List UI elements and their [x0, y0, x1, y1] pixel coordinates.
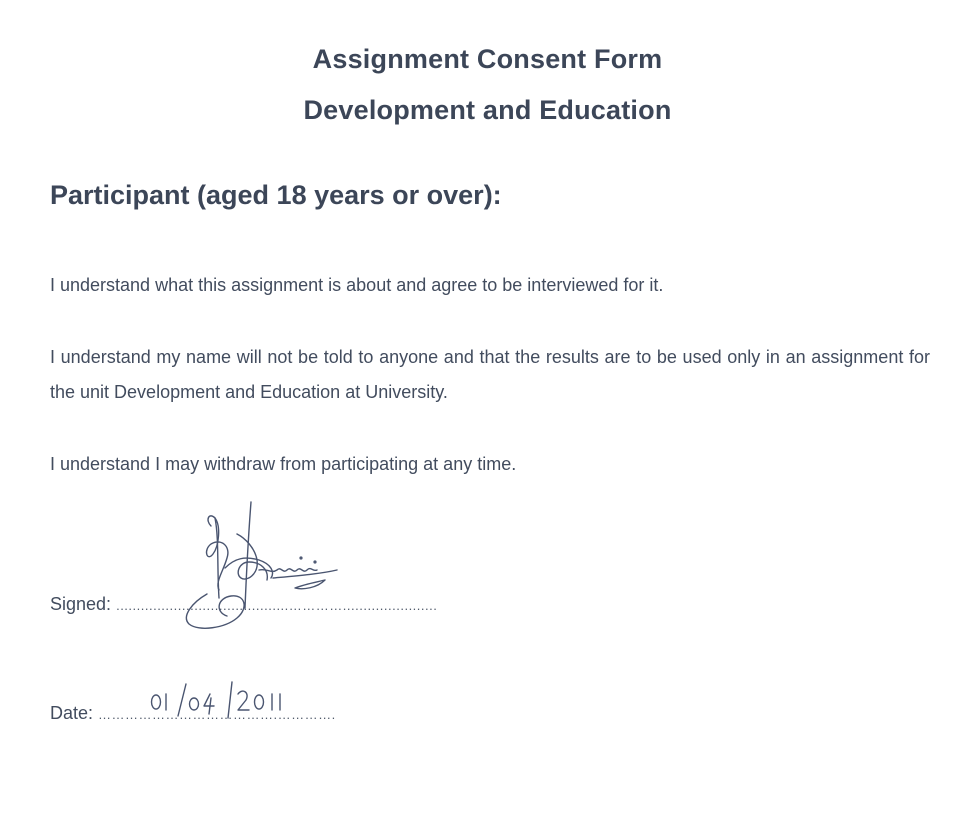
signed-dotted-line: ..........................................…………....................... — [116, 598, 438, 613]
handwritten-date — [148, 680, 298, 720]
date-dotted-line: ………………………………….…………. — [98, 707, 336, 722]
consent-paragraph-2: I understand my name will not be told to anyone and that the results are to be used only in an assignment for the unit Development and Education at University. — [50, 347, 930, 402]
signed-label: Signed: — [50, 594, 112, 614]
date-label: Date: — [50, 703, 94, 723]
form-title: Assignment Consent Form — [312, 44, 663, 74]
section-heading: Participant (aged 18 years or over): — [50, 180, 502, 210]
consent-paragraph-3: I understand I may withdraw from participating at any time. — [50, 454, 517, 474]
form-subtitle: Development and Education — [303, 95, 672, 125]
consent-paragraph-1: I understand what this assignment is about and agree to be interviewed for it. — [50, 275, 664, 295]
handwritten-signature — [175, 498, 350, 638]
